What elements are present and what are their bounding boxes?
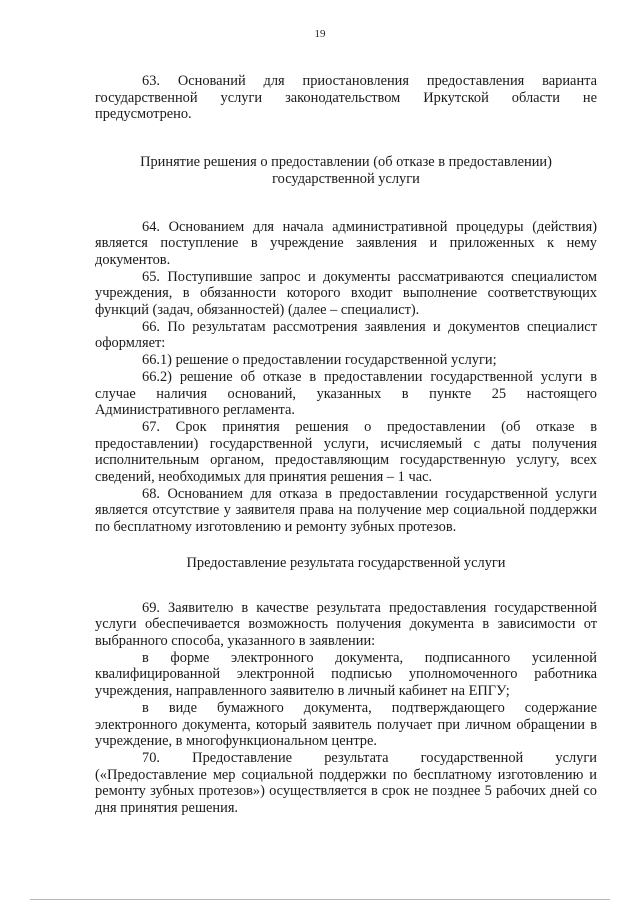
paragraph-69-paper: в виде бумажного документа, подтверждающего содержание электронного документа, который заявитель получает при личном обращении в учреждение, в многофункциональном центре.	[95, 699, 597, 750]
paragraph-65: 65. Поступившие запрос и документы рассматриваются специалистом учреждения, в обязанности которого входит выполнение соответствующих функций (задач, обязанностей) (далее – специалист).	[95, 268, 597, 319]
paragraph-64: 64. Основанием для начала административной процедуры (действия) является поступление в учреждение заявления и приложенных к нему документов.	[95, 218, 597, 268]
paragraph-69: 69. Заявителю в качестве результата предоставления государственной услуги обеспечивается возможность получения документа в зависимости от выбранного способа, указанного в заявлении:	[95, 599, 597, 649]
paragraph-69-electronic: в форме электронного документа, подписанного усиленной квалифицированной электронной подписью уполномоченного работника учреждения, направленного заявителю в личный кабинет на ЕПГУ;	[95, 649, 597, 700]
section-heading-result	[95, 555, 597, 572]
paragraph-67: 67. Срок принятия решения о предоставлении (об отказе в предоставлении) государственной услуги, исчисляемый с даты получения исполнительным органом, предоставляющим государственную услугу, всех сведений, необходимых для принятия решения – 1 час.	[95, 418, 597, 486]
page-bottom-edge	[30, 899, 610, 900]
section-heading-line: государственной услуги	[272, 170, 420, 187]
section-heading-line: Принятие решения о предоставлении (об отказе в предоставлении)	[140, 154, 552, 171]
paragraph-63: 63. Оснований для приостановления предоставления варианта государственной услуги законодательством Иркутской области не предусмотрено.	[95, 73, 597, 123]
page-number: 19	[314, 28, 326, 40]
document-body	[95, 73, 597, 817]
section-heading-line: Предоставление результата государственной услуги	[186, 554, 506, 571]
paragraph-66-1: 66.1) решение о предоставлении государственной услуги;	[142, 352, 497, 369]
paragraph-66-2: 66.2) решение об отказе в предоставлении государственной услуги в случае наличия оснований, указанных в пункте 25 настоящего Административного регламента.	[95, 368, 597, 419]
paragraph-68: 68. Основанием для отказа в предоставлении государственной услуги является отсутствие у заявителя права на получение мер социальной поддержки по бесплатному изготовлению и ремонту зубных протезов.	[95, 485, 597, 536]
paragraph-66: 66. По результатам рассмотрения заявления и документов специалист оформляет:	[95, 318, 597, 352]
paragraph-70: 70. Предоставление результата государственной услуги («Предоставление мер социальной поддержки по бесплатному изготовлению и ремонту зубных протезов») осуществляется в срок не позднее 5 рабочих дней со дня принятия решения.	[95, 749, 597, 817]
section-heading-decision	[95, 154, 597, 187]
